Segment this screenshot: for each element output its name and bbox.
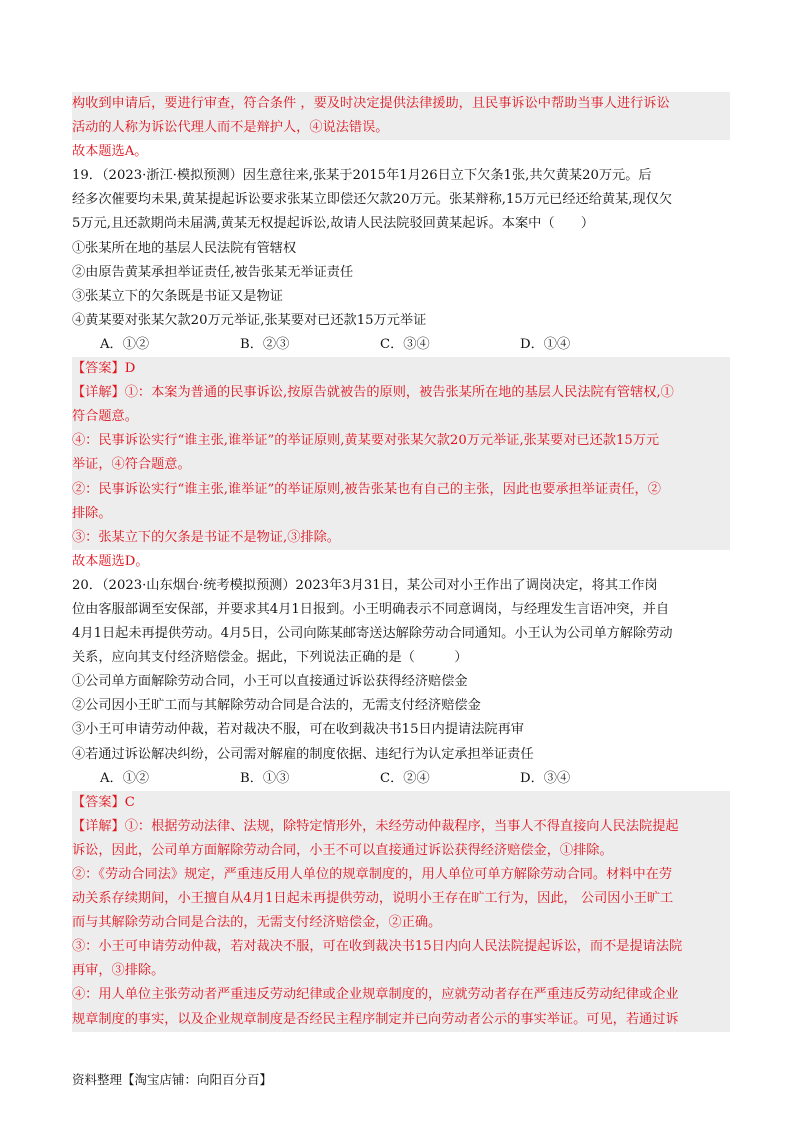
q20-analysis-line: ④：用人单位主张劳动者严重违反劳动纪律或企业规章制度的，应就劳动者存在严重违反劳动纪律或企业	[72, 983, 730, 1007]
q20-statement: ②公司因小王旷工而与其解除劳动合同是合法的，无需支付经济赔偿金	[72, 698, 481, 714]
q20-option-a: A．①②	[100, 770, 150, 786]
q19-statement: ④黄某要对张某欠款20万元举证,张某要对已还款15万元举证	[72, 312, 427, 328]
q20-analysis-line: 诉讼，因此，公司单方面解除劳动合同，小王不可以直接通过诉讼获得经济赔偿金，①排除。	[72, 839, 730, 863]
q18-analysis-line: 构收到申请后，要进行审查，符合条件 ，要及时决定提供法律援助，且民事诉讼中帮助当事人进行诉讼	[72, 92, 730, 116]
q19-options	[72, 333, 730, 357]
q20-stem-line: 位由客服部调至安保部，并要求其4月1日报到。小王明确表示不同意调岗，与经理发生言语冲突，并自	[72, 601, 670, 617]
q20-statement: ③小王可申请劳动仲裁，若对裁决不服，可在收到裁决书15日内提请法院再审	[72, 722, 524, 738]
q19-analysis-line: ②：民事诉讼实行“谁主张,谁举证”的举证原则,被告张某也有自己的主张，因此也要承担举证责任，②	[72, 478, 730, 502]
q20-statement: ①公司单方面解除劳动合同，小王可以直接通过诉讼获得经济赔偿金	[72, 674, 468, 690]
q19-answer: 【答案】D	[72, 357, 730, 381]
q19-statement: ②由原告黄某承担举证责任,被告张某无举证责任	[72, 264, 354, 280]
page-content	[72, 92, 730, 1032]
q20-option-c: C．②④	[380, 770, 430, 786]
q19-analysis-line: 举证，④符合题意。	[72, 453, 730, 477]
q20-analysis-line: ②：《劳动合同法》规定，严重违反用人单位的规章制度的，用人单位可单方解除劳动合同。材料中在劳	[72, 863, 730, 887]
q20-analysis-line: 规章制度的事实，以及企业规章制度是否经民主程序制定并已向劳动者公示的事实举证。可见，若通过诉	[72, 1008, 730, 1032]
q18-analysis-line: 活动的人称为诉讼代理人而不是辩护人，④说法错误。	[72, 116, 730, 140]
q19-option-d: D．①④	[520, 336, 571, 352]
q20-stem-line: 4月1日起未再提供劳动。4月5日，公司向陈某邮寄送达解除劳动合同通知。小王认为公司单方解除劳动	[72, 626, 673, 642]
q19-stem-line: 经多次催要均未果,黄某提起诉讼要求张某立即偿还欠款20万元。张某辩称,15万元已经还给黄某,现仅欠	[72, 192, 673, 208]
q19-analysis-line: ③：张某立下的欠条是书证不是物证,③排除。	[72, 526, 730, 550]
page-footer: 资料整理【淘宝店铺：向阳百分百】	[72, 1072, 273, 1087]
q20-analysis-line: ③：小王可申请劳动仲裁，若对裁决不服，可在收到裁决书15日内向人民法院提起诉讼，而不是提请法院	[72, 935, 730, 959]
q18-conclusion: 故本题选A。	[72, 144, 148, 160]
q20-answer: 【答案】C	[72, 791, 730, 815]
q19-statement: ③张某立下的欠条既是书证又是物证	[72, 288, 283, 304]
q19-option-b: B．②③	[240, 336, 290, 352]
q19-analysis-line: ④：民事诉讼实行“谁主张,谁举证”的举证原则,黄某要对张某欠款20万元举证,张某要对已还款15万元	[72, 429, 730, 453]
q20-analysis-line: 而与其解除劳动合同是合法的，无需支付经济赔偿金，②正确。	[72, 911, 730, 935]
q20-analysis-line: 动关系存续期间，小王擅自从4月1日起未再提供劳动，说明小王存在旷工行为，因此， 公司因小王旷工	[72, 887, 730, 911]
q20-analysis-line: 【详解】①：根据劳动法律、法规，除特定情形外，未经劳动仲裁程序，当事人不得直接向人民法院提起	[72, 815, 730, 839]
q19-stem-line: 19．（2023·浙江·模拟预测）因生意往来,张某于2015年1月26日立下欠条1张,共欠黄某20万元。后	[72, 168, 652, 184]
q19-analysis-line: 排除。	[72, 502, 730, 526]
q19-analysis-line: 【详解】①：本案为普通的民事诉讼,按原告就被告的原则，被告张某所在地的基层人民法院有管辖权,①	[72, 381, 730, 405]
q20-stem-line: 20．（2023·山东烟台·统考模拟预测）2023年3月31日，某公司对小王作出了调岗决定，将其工作岗	[72, 577, 658, 593]
q19-conclusion: 故本题选D。	[72, 553, 149, 569]
q19-statement: ①张某所在地的基层人民法院有管辖权	[72, 240, 297, 256]
q20-option-d: D．③④	[520, 770, 571, 786]
q20-stem-line: 关系，应向其支付经济赔偿金。据此，下列说法正确的是（ ）	[72, 650, 468, 666]
q19-option-a: A．①②	[100, 336, 150, 352]
q19-stem-line: 5万元,且还款期尚未届满,黄某无权提起诉讼,故请人民法院驳回黄某起诉。本案中（ ）	[72, 216, 595, 232]
q20-statement: ④若通过诉讼解决纠纷，公司需对解雇的制度依据、违纪行为认定承担举证责任	[72, 746, 534, 762]
q19-analysis-line: 符合题意。	[72, 405, 730, 429]
q20-option-b: B．①③	[240, 770, 290, 786]
q20-analysis-line: 再审，③排除。	[72, 959, 730, 983]
q20-options	[72, 767, 730, 791]
q19-option-c: C．③④	[380, 336, 430, 352]
